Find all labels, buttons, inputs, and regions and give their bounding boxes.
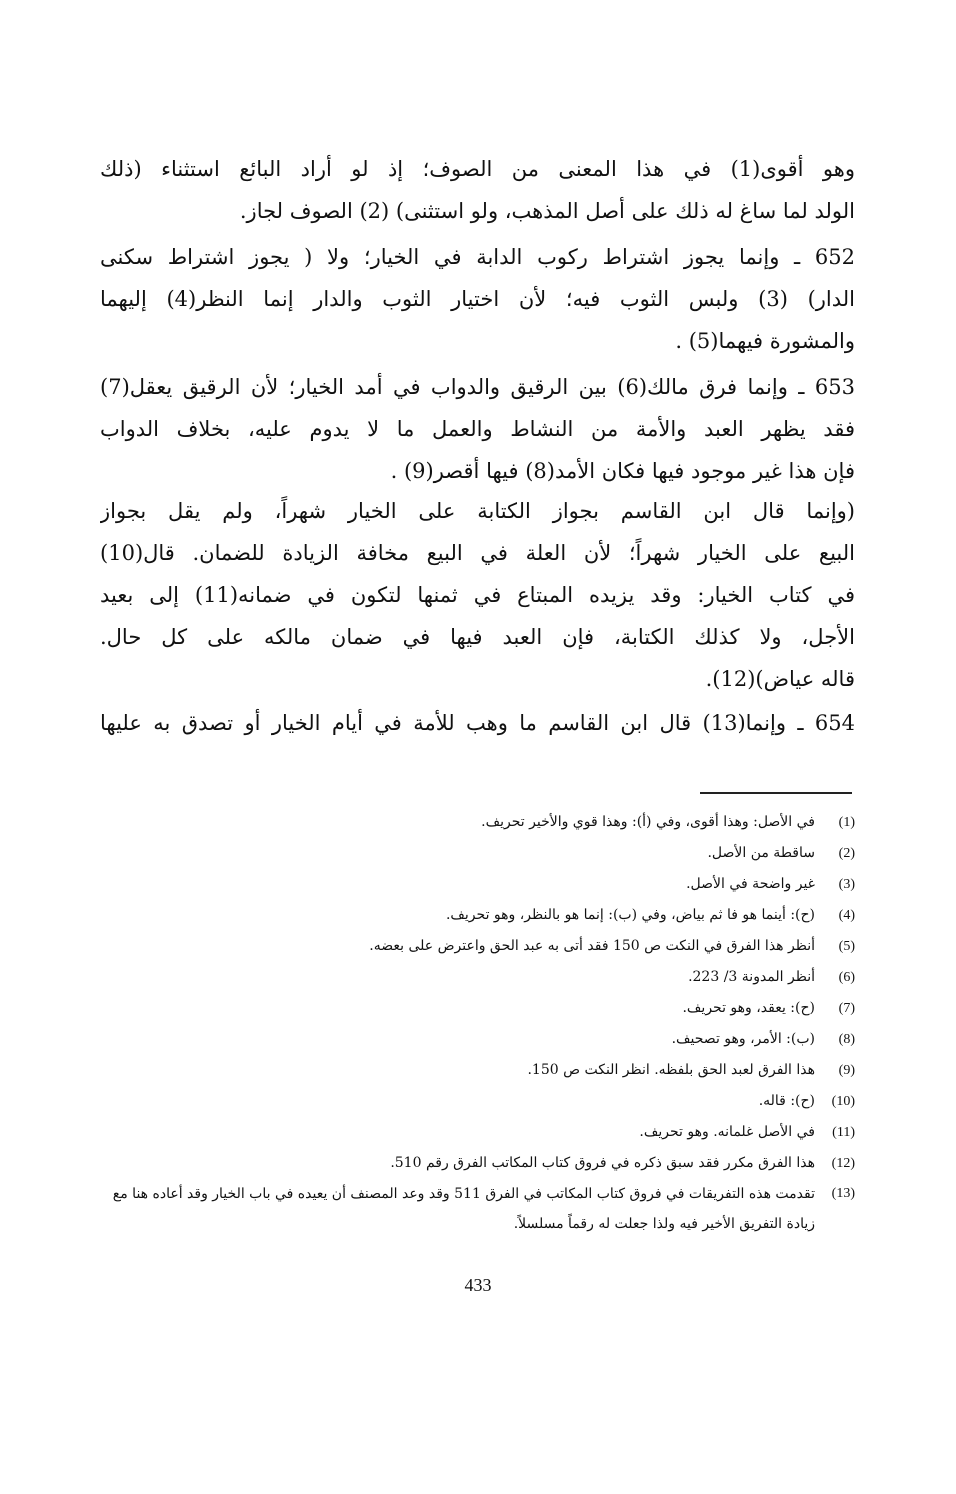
text-line: الأجل، ولا كذلك الكتابة، فإن العبد فيها في ضمان مالكه على كل حال.	[100, 625, 855, 649]
footnote-number: (6)	[838, 970, 855, 985]
text-line: 653 ـ وإنما فرق مالك(6) بين الرقيق والدواب في أمد الخيار؛ لأن الرقيق يعقل(7)	[100, 375, 855, 399]
footnote-item	[100, 1179, 855, 1239]
footnote-text: هذا الفرق لعبد الحق بلفظه. انظر النكت ص 150.	[527, 1062, 815, 1078]
footnote-item	[100, 1055, 855, 1086]
footnote-text: (ب): الأمر، وهو تصحيف.	[671, 1031, 815, 1047]
footnote-item	[100, 807, 855, 838]
footnote-item	[100, 993, 855, 1024]
footnote-item	[100, 1024, 855, 1055]
footnote-text: (ح): قاله.	[758, 1093, 815, 1109]
text-line: في كتاب الخيار: وقد يزيده المبتاع في ثمنها لتكون في ضمانه(11) إلى بعيد	[100, 583, 855, 607]
text-line: فقد يظهر العبد والأمة من النشاط والعمل ما لا يدوم عليه، بخلاف الدواب	[100, 417, 855, 441]
text-line: (وإنما قال ابن القاسم بجواز الكتابة على الخيار شهراً، ولم يقل بجواز	[100, 499, 855, 523]
footnote-number: (13)	[831, 1186, 855, 1201]
footnote-text: ساقطة من الأصل.	[707, 845, 815, 861]
page-number: 433	[464, 1275, 492, 1295]
footnote-number: (10)	[831, 1094, 855, 1109]
footnote-text: غير واضحة في الأصل.	[686, 876, 815, 892]
footnote-text: (ح): يعقد، وهو تحريف.	[682, 1000, 815, 1016]
text-line: فإن هذا غير موجود فيها فكان الأمد(8) فيها أقصر(9) .	[390, 459, 855, 483]
footnote-number: (5)	[838, 939, 855, 954]
footnote-text: في الأصل غلمانه. وهو تحريف.	[639, 1124, 815, 1140]
text-line: 652 ـ وإنما يجوز اشتراط ركوب الدابة في الخيار؛ ولا ( يجوز اشتراط سكنى	[100, 245, 855, 269]
paragraph-654	[100, 702, 855, 744]
text-line: وهو أقوى(1) في هذا المعنى من الصوف؛ إذ لو أراد البائع استثناء (ذلك	[100, 157, 855, 181]
text-line: والمشورة فيهما(5) .	[675, 329, 855, 353]
paragraph-652	[100, 236, 855, 362]
paragraph-653	[100, 366, 855, 492]
footnote-item	[100, 900, 855, 931]
footnote-number: (4)	[838, 908, 855, 923]
footnote-number: (8)	[838, 1032, 855, 1047]
text-line: 654 ـ وإنما(13) قال ابن القاسم ما وهب للأمة في أيام الخيار أو تصدق به عليها	[100, 711, 855, 735]
footnote-separator	[700, 792, 852, 794]
footnote-text: في الأصل: وهذا أقوى، وفي (أ): وهذا قوي والأخير تحريف.	[481, 814, 815, 830]
footnote-item	[100, 931, 855, 962]
text-line: قاله عياض)(12).	[705, 667, 855, 691]
text-line: الدار) (3) ولبس الثوب فيه؛ لأن اختيار الثوب والدار إنما النظر(4) إليهما	[100, 287, 855, 311]
footnote-text: (ح): أينما هو فا ثم بياض، وفي (ب): إنما هو بالنظر، وهو تحريف.	[445, 907, 815, 923]
paragraph-intro	[100, 148, 855, 232]
footnote-number: (12)	[831, 1156, 855, 1171]
paragraph-ayad	[100, 490, 855, 700]
footnotes	[100, 807, 855, 1239]
footnote-text: أنظر المدونة 3/ 223.	[688, 969, 815, 985]
footnote-text: تقدمت هذه التفريقات في فروق كتاب المكاتب في الفرق 511 وقد وعد المصنف أن يعيده في باب الخيار وقد أعاده هنا مع زيادة التفريق الأخير فيه ولذا جعلت له رقماً مسلسلاً.	[112, 1186, 815, 1232]
footnote-number: (7)	[838, 1001, 855, 1016]
footnote-number: (3)	[838, 877, 855, 892]
footnote-item	[100, 838, 855, 869]
footnote-text: هذا الفرق مكرر فقد سبق ذكره في فروق كتاب المكاتب الفرق رقم 510.	[390, 1155, 815, 1171]
text-line: البيع على الخيار شهراً؛ لأن العلة في البيع مخافة الزيادة للضمان. قال(10)	[100, 541, 855, 565]
text-line: الولد لما ساغ له ذلك على أصل المذهب، ولو استثنى) (2) الصوف لجاز.	[239, 199, 855, 223]
footnote-item	[100, 1117, 855, 1148]
footnote-number: (9)	[838, 1063, 855, 1078]
footnote-item	[100, 962, 855, 993]
footnote-number: (1)	[838, 815, 855, 830]
footnote-item	[100, 1148, 855, 1179]
footnote-item	[100, 869, 855, 900]
footnote-number: (2)	[838, 846, 855, 861]
footnote-item	[100, 1086, 855, 1117]
footnote-text: أنظر هذا الفرق في النكت ص 150 فقد أتى به عبد الحق واعترض على بعضه.	[369, 938, 815, 954]
footnote-number: (11)	[832, 1125, 855, 1140]
